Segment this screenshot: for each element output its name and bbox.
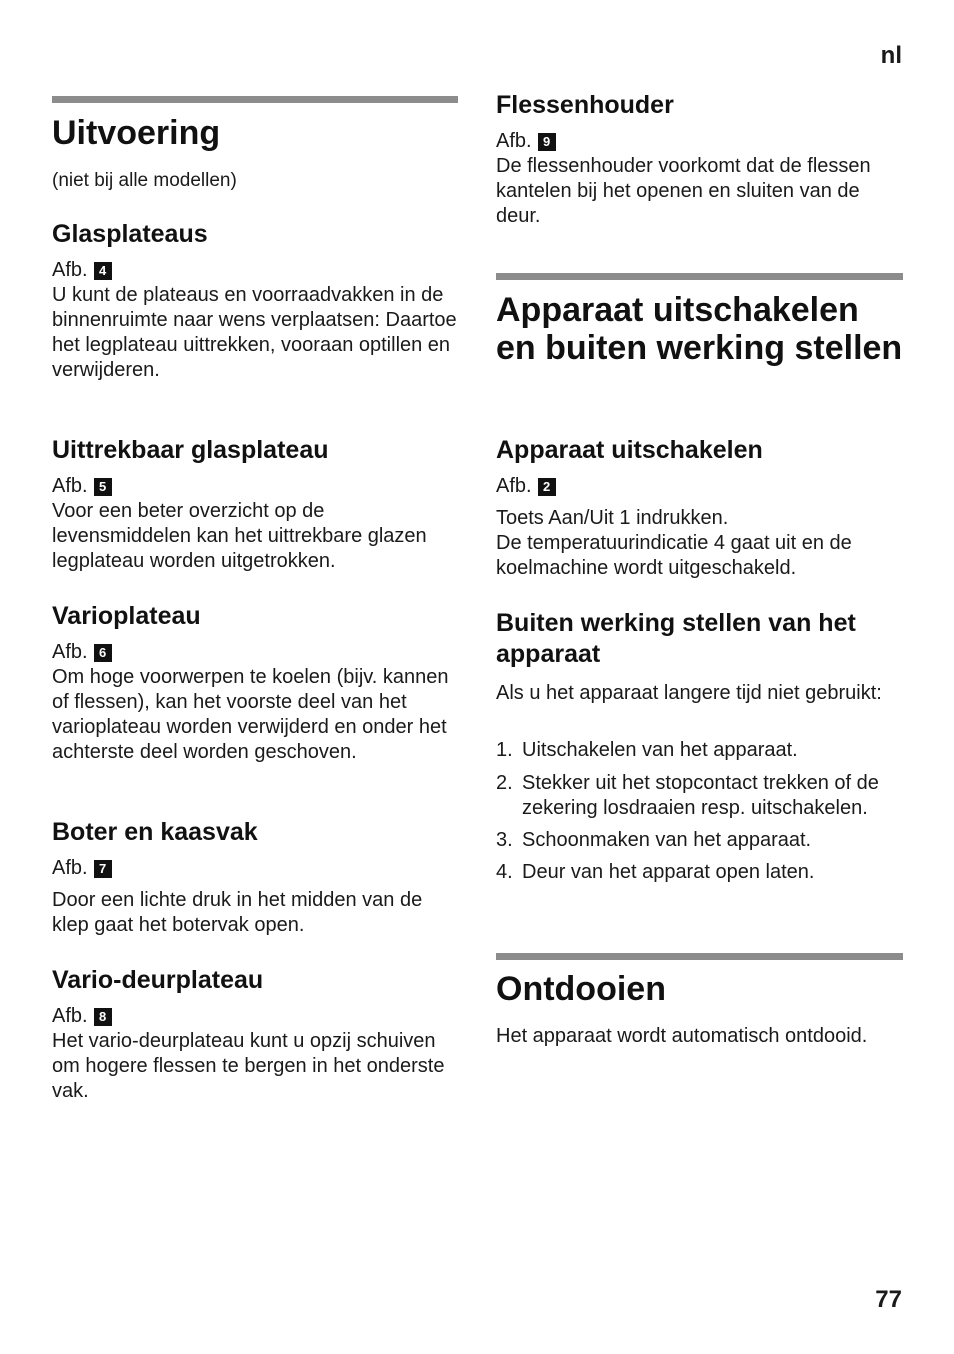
paragraph-ontdooien: Het apparaat wordt automatisch ontdooid. [496,1025,868,1047]
figure-number-badge: 9 [538,133,556,151]
figure-number-badge: 8 [94,1008,112,1026]
steps-list [496,738,903,885]
paragraph-flessenhouder: De flessenhouder voorkomt dat de flessen kantelen bij het openen en sluiten van de deur. [496,155,871,227]
paragraph-uittrekbaar: Voor een beter overzicht op de levensmiddelen kan het uittrekbare glazen legplateau worden uitgetrokken. [52,500,427,572]
paragraph-toets: Toets Aan/Uit 1 indrukken. [496,507,729,529]
list-item: 2. Stekker uit het stopcontact trekken of de zekering losdraaien resp. uitschakelen. [496,772,879,819]
figure-ref: Afb. 6 [52,640,458,665]
section-title-uitschakelen: Apparaat uitschakelen en buiten werking stellen [496,291,903,367]
language-label: nl [880,42,902,69]
heading-vario-deurplateau: Vario-deurplateau [52,966,264,994]
heading-buiten-werking: Buiten werking stellen van het apparaat [496,609,856,668]
figure-ref: Afb. 8 [52,1004,458,1029]
heading-apparaat-uitschakelen: Apparaat uitschakelen [496,436,763,464]
paragraph-glasplateaus: U kunt de plateaus en voorraadvakken in de binnenruimte naar wens verplaatsen: Daartoe het legplateau uittrekken, vooraan optillen en verwijderen. [52,284,457,381]
figure-ref: Afb. 5 [52,474,458,499]
page-number: 77 [875,1286,902,1313]
figure-number-badge: 6 [94,644,112,662]
heading-flessenhouder: Flessenhouder [496,91,674,119]
paragraph-temperatuur: De temperatuurindicatie 4 gaat uit en de koelmachine wordt uitgeschakeld. [496,532,852,579]
figure-number-badge: 5 [94,478,112,496]
heading-glasplateaus: Glasplateaus [52,220,208,248]
figure-number-badge: 7 [94,860,112,878]
heading-uittrekbaar-glasplateau: Uittrekbaar glasplateau [52,436,329,464]
figure-number-badge: 2 [538,478,556,496]
heading-varioplateau: Varioplateau [52,602,201,630]
section-title-uitvoering: Uitvoering [52,114,221,152]
paragraph-vario-deurplateau: Het vario-deurplateau kunt u opzij schuiven om hogere flessen te bergen in het onderste vak. [52,1030,445,1102]
section-title-ontdooien: Ontdooien [496,970,666,1008]
section-rule [496,953,903,960]
paragraph-boter: Door een lichte druk in het midden van de klep gaat het botervak open. [52,889,423,936]
figure-ref: Afb. 7 [52,856,458,881]
figure-number-badge: 4 [94,262,112,280]
list-item: 3. Schoonmaken van het apparaat. [496,829,812,851]
list-item: 4. Deur van het apparat open laten. [496,861,815,883]
figure-ref: Afb. 4 [52,258,458,283]
section-subtitle: (niet bij alle modellen) [52,170,237,191]
section-rule [496,273,903,280]
paragraph-buiten-intro: Als u het apparaat langere tijd niet gebruikt: [496,682,882,704]
figure-ref: Afb. 2 [496,474,903,499]
heading-boter-en-kaasvak: Boter en kaasvak [52,818,258,846]
figure-ref: Afb. 9 [496,129,903,154]
section-rule [52,96,458,103]
list-item: 1. Uitschakelen van het apparaat. [496,739,798,761]
paragraph-varioplateau: Om hoge voorwerpen te koelen (bijv. kannen of flessen), kan het voorste deel van het varioplateau worden verwijderd en onder het achterste deel worden geschoven. [52,666,449,763]
